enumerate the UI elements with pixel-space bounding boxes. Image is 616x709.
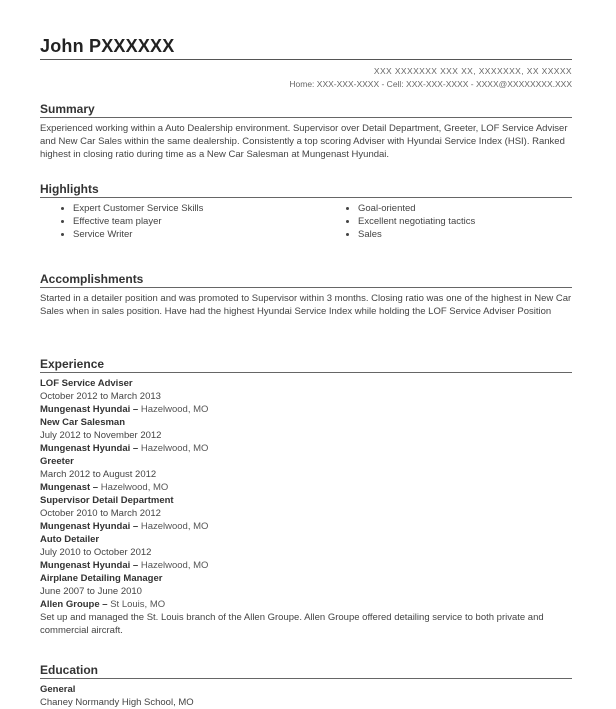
- experience-section: [40, 357, 572, 637]
- job-location: Hazelwood, MO: [140, 521, 209, 532]
- job-title: New Car Salesman: [40, 417, 126, 428]
- summary-text: Experienced working within a Auto Dealership environment. Supervisor over Detail Department, Greeter, LOF Service Adviser and New Car Sales within the same dealership. Consistently a top scoring Adviser with Hyundai Service Index (HSI). Ranked highest in closing ratio during time as a New Car Salesman at Mungenast Hyundai.: [40, 123, 568, 160]
- highlight-item: Goal-oriented: [345, 202, 475, 215]
- accomplishments-heading: Accomplishments: [40, 272, 572, 288]
- highlight-item: Service Writer: [60, 228, 345, 241]
- highlight-item: Sales: [345, 228, 475, 241]
- job-entry: LOF Service Adviser October 2012 to March 2013 Mungenast Hyundai – Hazelwood, MO: [40, 377, 572, 416]
- job-description: Set up and managed the St. Louis branch of the Allen Groupe. Allen Groupe offered detailing service to both private and commercial aircraft.: [40, 612, 544, 636]
- highlights-right-column: [345, 202, 475, 241]
- job-company: Mungenast Hyundai: [40, 443, 131, 454]
- job-location: Hazelwood, MO: [140, 443, 209, 454]
- experience-heading: Experience: [40, 357, 572, 373]
- job-location: St Louis, MO: [110, 599, 166, 610]
- job-title: Auto Detailer: [40, 534, 100, 545]
- job-company: Mungenast Hyundai: [40, 521, 131, 532]
- education-detail: Chaney Normandy High School, MO: [40, 697, 194, 708]
- job-title: Greeter: [40, 456, 74, 467]
- job-entry: New Car Salesman July 2012 to November 2012 Mungenast Hyundai – Hazelwood, MO: [40, 416, 572, 455]
- job-company: Mungenast Hyundai: [40, 404, 131, 415]
- job-location: Hazelwood, MO: [140, 404, 209, 415]
- job-dates: July 2010 to October 2012: [40, 547, 152, 558]
- education-section: [40, 663, 572, 708]
- summary-section: [40, 102, 572, 161]
- job-location: Hazelwood, MO: [100, 482, 169, 493]
- highlight-item: Effective team player: [60, 215, 345, 228]
- job-title: Airplane Detailing Manager: [40, 573, 163, 584]
- contact-line: Home: XXX-XXX-XXXX - Cell: XXX-XXX-XXXX - XXXX@XXXXXXXX.XXX: [289, 79, 572, 89]
- candidate-name: John PXXXXXX: [40, 36, 175, 56]
- education-entry: [40, 683, 572, 709]
- job-dates: October 2010 to March 2012: [40, 508, 161, 519]
- job-entry: Supervisor Detail Department October 2010 to March 2012 Mungenast Hyundai – Hazelwood, MO: [40, 494, 572, 533]
- job-title: LOF Service Adviser: [40, 378, 133, 389]
- job-company: Mungenast: [40, 482, 91, 493]
- job-title: Supervisor Detail Department: [40, 495, 174, 506]
- job-dates: June 2007 to June 2010: [40, 586, 142, 597]
- header-divider: [40, 59, 572, 60]
- education-heading: Education: [40, 663, 572, 679]
- highlights-heading: Highlights: [40, 182, 572, 198]
- job-entry: Airplane Detailing Manager June 2007 to June 2010 Allen Groupe – St Louis, MO Set up and managed the St. Louis branch of the Allen Groupe. Allen Groupe offered detailing service to both private and commercial aircraft.: [40, 572, 572, 637]
- highlight-item: Excellent negotiating tactics: [345, 215, 475, 228]
- education-degree: General: [40, 684, 76, 695]
- job-entry: Greeter March 2012 to August 2012 Mungenast – Hazelwood, MO: [40, 455, 572, 494]
- highlights-grid: [40, 202, 572, 241]
- job-location: Hazelwood, MO: [140, 560, 209, 571]
- accomplishments-text: Started in a detailer position and was promoted to Supervisor within 3 months. Closing ratio was one of the highest in New Car Sales when in sales position. Have had the highest Hyundai Service Index while holding the LOF Service Adviser Position: [40, 293, 572, 317]
- summary-heading: Summary: [40, 102, 572, 118]
- job-dates: October 2012 to March 2013: [40, 391, 161, 402]
- highlight-item: Expert Customer Service Skills: [60, 202, 345, 215]
- highlights-section: [40, 182, 572, 241]
- job-company: Mungenast Hyundai: [40, 560, 131, 571]
- address-line: XXX XXXXXXX XXX XX, XXXXXXX, XX XXXXX: [373, 66, 572, 76]
- job-dates: March 2012 to August 2012: [40, 469, 157, 480]
- job-dates: July 2012 to November 2012: [40, 430, 162, 441]
- job-entry: Auto Detailer July 2010 to October 2012 Mungenast Hyundai – Hazelwood, MO: [40, 533, 572, 572]
- job-company: Allen Groupe: [40, 599, 100, 610]
- accomplishments-section: [40, 272, 572, 318]
- highlights-left-column: [40, 202, 345, 241]
